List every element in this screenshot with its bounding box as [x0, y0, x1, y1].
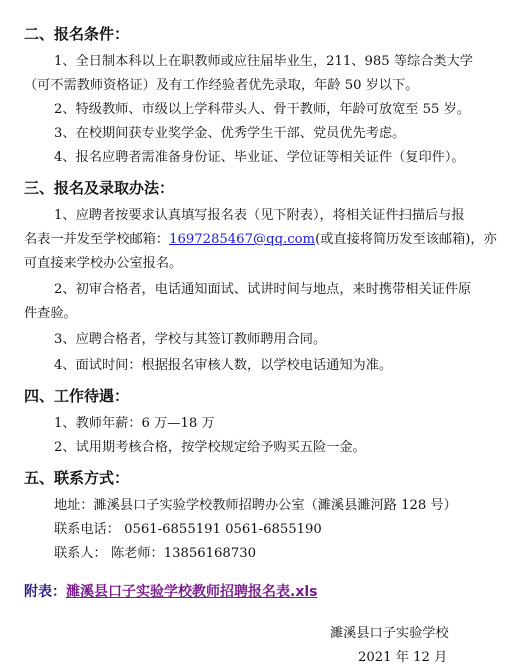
benefit-1: 1、教师年薪：6 万—18 万 [54, 416, 215, 431]
contact-address: 地址：濉溪县口子实验学校教师招聘办公室（濉溪县濉河路 128 号） [54, 498, 457, 513]
attachment-line [24, 582, 317, 603]
attachment-link[interactable]: 濉溪县口子实验学校教师招聘报名表.xls [66, 584, 318, 600]
method-3: 3、应聘合格者，学校与其签订教师聘用合同。 [54, 332, 327, 347]
method-4: 4、面试时间：根据报名审核人数，以学校电话通知为准。 [54, 358, 393, 373]
method-1-line-2-prefix: 名表一并发至学校邮箱： [24, 232, 170, 247]
section-heading-conditions: 二、报名条件： [24, 25, 130, 43]
method-1-line-2 [24, 230, 497, 250]
contact-phone: 联系电话： 0561-6855191 0561-6855190 [54, 522, 322, 537]
method-1-line-2-suffix: (或直接将简历发至该邮箱)，亦 [315, 232, 497, 247]
attachment-label: 附表： [24, 584, 66, 600]
condition-3: 3、在校期间获专业奖学金、优秀学生干部、党员优先考虑。 [54, 126, 406, 141]
condition-1-line-1: 1、全日制本科以上在职教师或应往届毕业生，211、985 等综合类大学 [54, 54, 473, 69]
method-2-line-2: 件查验。 [24, 306, 77, 321]
signature-date: 2021 年 12 月 [358, 650, 448, 665]
contact-person: 联系人： 陈老师：13856168730 [54, 546, 256, 561]
section-heading-benefits: 四、工作待遇： [24, 387, 130, 405]
condition-4: 4、报名应聘者需准备身份证、毕业证、学位证等相关证件（复印件）。 [54, 150, 465, 165]
method-2-line-1: 2、初审合格者，电话通知面试、试讲时间与地点，来时携带相关证件原 [54, 282, 472, 297]
section-heading-contact: 五、联系方式： [24, 469, 130, 487]
benefit-2: 2、试用期考核合格，按学校规定给予购买五险一金。 [54, 440, 366, 455]
email-link[interactable]: 1697285467@qq.com [169, 232, 316, 247]
condition-2: 2、特级教师、市级以上学科带头人、骨干教师，年龄可放宽至 55 岁。 [54, 102, 470, 117]
signature-school: 濉溪县口子实验学校 [330, 626, 449, 641]
condition-1-line-2: （可不需教师资格证）及有工作经验者优先录取，年龄 50 岁以下。 [24, 78, 419, 93]
method-1-line-1: 1、应聘者按要求认真填写报名表（见下附表），将相关证件扫描后与报 [54, 208, 465, 223]
method-1-line-3: 可直接来学校办公室报名。 [24, 256, 183, 271]
section-heading-application: 三、报名及录取办法： [24, 179, 175, 197]
